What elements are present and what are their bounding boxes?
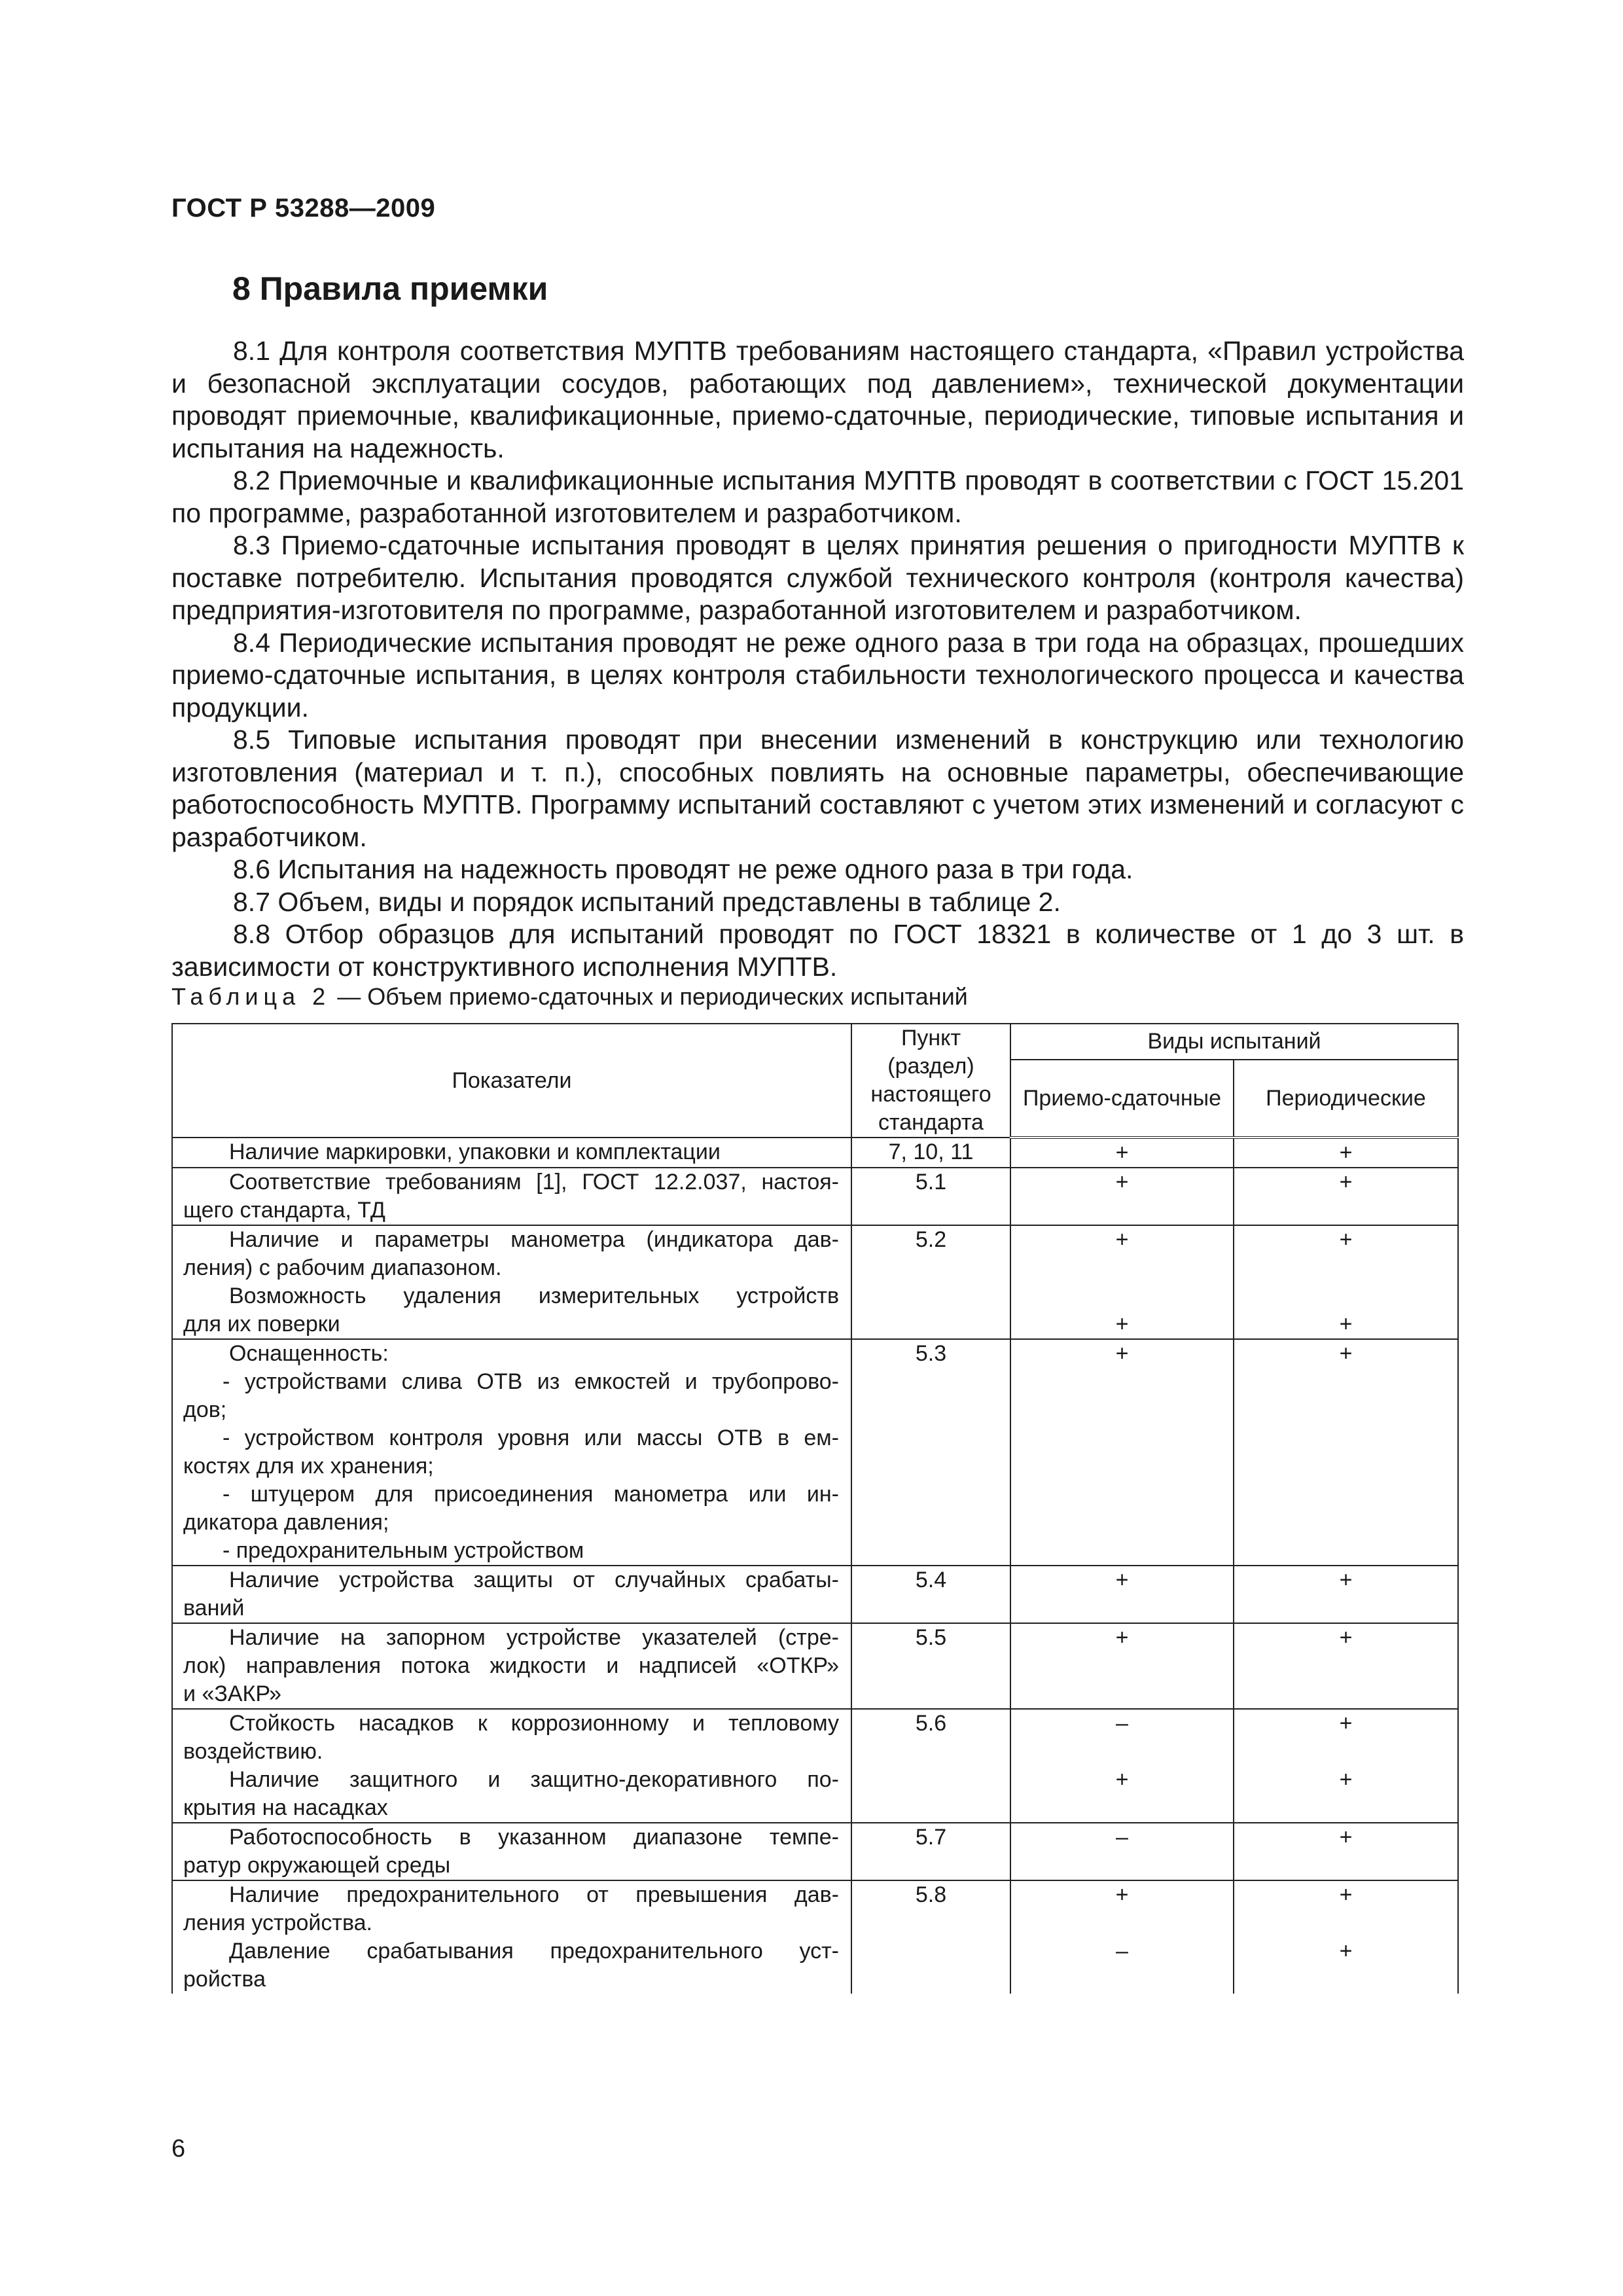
- cell-acceptance: [1010, 1225, 1234, 1339]
- cell-periodic: [1234, 1823, 1458, 1880]
- cell-periodic: [1234, 1138, 1458, 1168]
- indicator-line: Наличие устройства защиты от случайных срабаты-: [229, 1568, 839, 1592]
- cell-acceptance: [1010, 1339, 1234, 1566]
- cell-clause: 5.6: [851, 1709, 1010, 1823]
- table-caption-text: — Объем приемо-сдаточных и периодических испытаний: [330, 983, 968, 1010]
- test-mark: [1011, 1909, 1233, 1937]
- table-row: [172, 1138, 1458, 1168]
- table-header: [172, 1024, 1458, 1138]
- cell-acceptance: [1010, 1138, 1234, 1168]
- table-row: [172, 1168, 1458, 1225]
- cell-clause: 5.7: [851, 1823, 1010, 1880]
- test-mark: [1011, 1282, 1233, 1310]
- cell-periodic: [1234, 1168, 1458, 1225]
- table-row: [172, 1880, 1458, 1994]
- test-mark: +: [1115, 1140, 1129, 1165]
- indicator-line: Давление срабатывания предохранительного уст-: [229, 1939, 839, 1964]
- indicator-line: Оснащенность:: [229, 1341, 389, 1366]
- indicator-line: щего стандарта, ТД: [183, 1198, 385, 1223]
- test-mark: +: [1339, 1568, 1353, 1592]
- table-row: [172, 1339, 1458, 1566]
- cell-clause: 5.2: [851, 1225, 1010, 1339]
- cell-periodic: [1234, 1225, 1458, 1339]
- cell-indicator: [172, 1138, 851, 1168]
- cell-acceptance: [1010, 1709, 1234, 1823]
- indicator-line: ратур окружающей среды: [183, 1853, 451, 1878]
- cell-clause: 5.5: [851, 1623, 1010, 1709]
- test-mark: +: [1115, 1568, 1129, 1592]
- document-code: ГОСТ Р 53288—2009: [171, 194, 436, 223]
- indicator-line: и «ЗАКР»: [183, 1681, 282, 1706]
- cell-acceptance: [1010, 1566, 1234, 1623]
- cell-periodic: [1234, 1880, 1458, 1994]
- test-mark: +: [1115, 1625, 1129, 1650]
- indicator-line: Наличие защитного и защитно-декоративного по-: [229, 1767, 839, 1792]
- tests-table: [171, 1023, 1459, 1994]
- test-mark: [1234, 1254, 1457, 1282]
- table-row: [172, 1225, 1458, 1339]
- test-mark: +: [1115, 1227, 1129, 1252]
- indicator-line: Наличие предохранительного от превышения дав-: [229, 1882, 839, 1907]
- test-mark: +: [1339, 1140, 1353, 1165]
- test-mark: +: [1339, 1341, 1353, 1366]
- paragraph-8-7: 8.7 Объем, виды и порядок испытаний представлены в таблице 2.: [233, 886, 1061, 917]
- test-mark: +: [1339, 1227, 1353, 1252]
- test-mark: +: [1339, 1825, 1353, 1850]
- indicator-line: Наличие на запорном устройстве указателей (стре-: [229, 1625, 839, 1650]
- header-acceptance: Приемо-сдаточные: [1010, 1060, 1234, 1138]
- indicator-line: ления) с рабочим диапазоном.: [183, 1255, 502, 1280]
- test-mark: +: [1339, 1939, 1353, 1964]
- indicator-line: Работоспособность в указанном диапазоне темпе-: [229, 1825, 839, 1850]
- test-mark: +: [1339, 1767, 1353, 1792]
- indicator-line: для их поверки: [183, 1312, 340, 1336]
- paragraph-8-4: 8.4 Периодические испытания проводят не реже одного раза в три года на образцах, прошедших приемо-сдаточные испытания, в целях контроля стабильности технологического процесса и качества продукции.: [171, 627, 1464, 723]
- indicator-line: Возможность удаления измерительных устройств: [229, 1283, 839, 1308]
- test-mark: +: [1339, 1711, 1353, 1736]
- indicator-line: Наличие и параметры манометра (индикатора дав-: [229, 1227, 839, 1252]
- cell-acceptance: [1010, 1880, 1234, 1994]
- indicator-line: Наличие маркировки, упаковки и комплектации: [229, 1139, 721, 1164]
- test-mark: +: [1339, 1312, 1353, 1336]
- table-row: [172, 1823, 1458, 1880]
- test-mark: [1011, 1738, 1233, 1766]
- cell-clause: 5.8: [851, 1880, 1010, 1994]
- test-mark: +: [1339, 1882, 1353, 1907]
- cell-indicator: [172, 1709, 851, 1823]
- test-mark: –: [1116, 1825, 1128, 1850]
- cell-indicator: [172, 1339, 851, 1566]
- test-mark: [1234, 1738, 1457, 1766]
- table-body: [172, 1138, 1458, 1994]
- indicator-line: - предохранительным устройством: [223, 1538, 584, 1563]
- test-mark: [1234, 1282, 1457, 1310]
- test-mark: +: [1339, 1625, 1353, 1650]
- indicator-line: Соответствие требованиям [1], ГОСТ 12.2.037, настоя-: [229, 1170, 839, 1194]
- table-row: [172, 1709, 1458, 1823]
- table-row: [172, 1566, 1458, 1623]
- test-mark: –: [1116, 1711, 1128, 1736]
- cell-clause: 5.1: [851, 1168, 1010, 1225]
- cell-indicator: [172, 1823, 851, 1880]
- test-mark: +: [1115, 1882, 1129, 1907]
- cell-acceptance: [1010, 1168, 1234, 1225]
- cell-indicator: [172, 1225, 851, 1339]
- test-mark: –: [1116, 1939, 1128, 1964]
- indicator-line: крытия на насадках: [183, 1795, 388, 1820]
- cell-periodic: [1234, 1623, 1458, 1709]
- test-mark: +: [1115, 1341, 1129, 1366]
- indicator-line: ваний: [183, 1596, 245, 1621]
- header-test-types: Виды испытаний: [1010, 1024, 1458, 1060]
- cell-clause: 5.3: [851, 1339, 1010, 1566]
- cell-clause: 5.4: [851, 1566, 1010, 1623]
- paragraph-8-6: 8.6 Испытания на надежность проводят не реже одного раза в три года.: [233, 854, 1133, 884]
- indicator-line: дикатора давления;: [183, 1510, 389, 1535]
- header-indicators: Показатели: [172, 1024, 851, 1138]
- section-body: [171, 335, 1464, 983]
- test-mark: [1234, 1909, 1457, 1937]
- table-caption-label: Таблица 2: [171, 983, 331, 1010]
- cell-indicator: [172, 1880, 851, 1994]
- indicator-line: ройства: [183, 1967, 266, 1992]
- cell-clause: 7, 10, 11: [851, 1138, 1010, 1168]
- indicator-line: ления устройства.: [183, 1910, 372, 1935]
- indicator-line: - устройствами слива ОТВ из емкостей и трубопрово-: [223, 1369, 839, 1394]
- indicator-line: - штуцером для присоединения манометра или ин-: [223, 1482, 839, 1507]
- test-mark: [1011, 1254, 1233, 1282]
- test-mark: +: [1339, 1170, 1353, 1194]
- paragraph-8-5: 8.5 Типовые испытания проводят при внесении изменений в конструкцию или технологию изготовления (материал и т. п.), способных повлиять на основные параметры, обеспечивающие работоспособность МУПТВ. Программу испытаний составляют с учетом этих изменений и согласуют с разработчиком.: [171, 725, 1464, 852]
- paragraph-8-3: 8.3 Приемо-сдаточные испытания проводят в целях принятия решения о пригодности МУПТВ к поставке потребителю. Испытания проводятся службой технического контроля (контроля качества) предприятия-изготовителя по программе, разработанной изготовителем и разработчиком.: [171, 530, 1464, 625]
- indicator-line: - устройством контроля уровня или массы ОТВ в ем-: [223, 1426, 839, 1450]
- page-number: 6: [171, 2135, 186, 2162]
- indicator-line: дов;: [183, 1397, 227, 1422]
- test-mark: +: [1115, 1312, 1129, 1336]
- cell-periodic: [1234, 1339, 1458, 1566]
- cell-indicator: [172, 1623, 851, 1709]
- cell-periodic: [1234, 1709, 1458, 1823]
- table-row: [172, 1623, 1458, 1709]
- indicator-line: воздействию.: [183, 1739, 323, 1764]
- paragraph-8-2: 8.2 Приемочные и квалификационные испытания МУПТВ проводят в соответствии с ГОСТ 15.201 по программе, разработанной изготовителем и разработчиком.: [171, 465, 1464, 528]
- paragraph-8-8: 8.8 Отбор образцов для испытаний проводят по ГОСТ 18321 в количестве от 1 до 3 шт. в зависимости от конструктивного исполнения МУПТВ.: [171, 919, 1464, 982]
- cell-acceptance: [1010, 1823, 1234, 1880]
- indicator-line: лок) направления потока жидкости и надписей «ОТКР»: [183, 1653, 839, 1678]
- paragraph-8-1: 8.1 Для контроля соответствия МУПТВ требованиям настоящего стандарта, «Правил устройства и безопасной эксплуатации сосудов, работающих под давлением», технической документации проводят приемочные, квалификационные, приемо-сдаточные, периодические, типовые испытания и испытания на надежность.: [171, 336, 1464, 463]
- test-mark: +: [1115, 1170, 1129, 1194]
- indicator-line: Стойкость насадков к коррозионному и тепловому: [229, 1711, 839, 1736]
- header-periodic: Периодические: [1234, 1060, 1458, 1138]
- table-caption: [171, 983, 968, 1011]
- section-title: 8 Правила приемки: [232, 270, 548, 307]
- test-mark: +: [1115, 1767, 1129, 1792]
- cell-indicator: [172, 1566, 851, 1623]
- cell-acceptance: [1010, 1623, 1234, 1709]
- header-clause: Пункт (раздел) настоящего стандарта: [851, 1024, 1010, 1138]
- cell-indicator: [172, 1168, 851, 1225]
- indicator-line: костях для их хранения;: [183, 1454, 434, 1479]
- cell-periodic: [1234, 1566, 1458, 1623]
